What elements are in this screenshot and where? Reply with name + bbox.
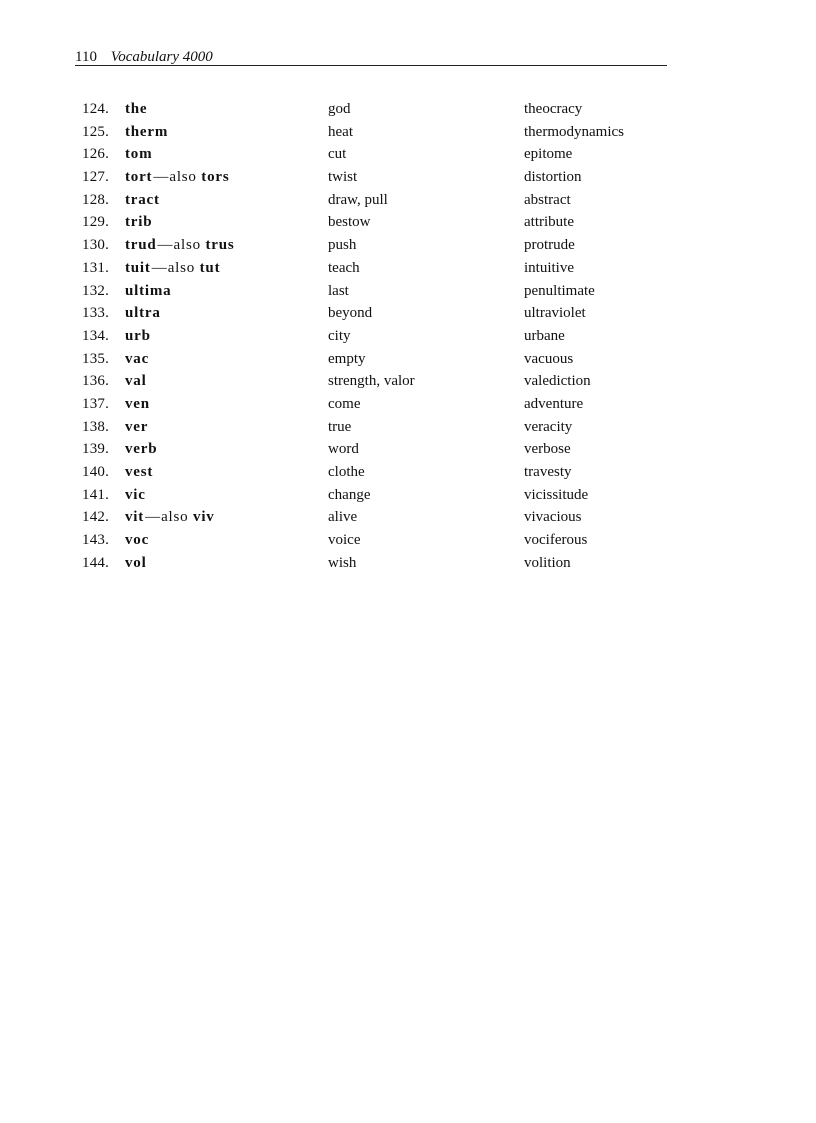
also-label: also — [167, 259, 196, 276]
root-word: trib — [125, 214, 153, 231]
example-word-cell: thermodynamics — [524, 123, 624, 140]
meaning-cell: cut — [328, 146, 347, 163]
table-row — [82, 259, 682, 282]
example-word-cell: attribute — [524, 214, 574, 231]
root-word: ven — [125, 395, 150, 412]
meaning-cell: true — [328, 418, 352, 435]
em-dash: — — [157, 237, 173, 254]
table-row — [82, 327, 682, 350]
entry-number: 129. — [82, 214, 110, 231]
also-label: also — [173, 237, 201, 254]
also-label: also — [161, 509, 189, 526]
entry-number: 138. — [82, 418, 110, 435]
root-word: ultra — [125, 305, 161, 322]
root-word: trud — [125, 237, 157, 254]
entry-number: 140. — [82, 464, 110, 480]
meaning-cell: city — [328, 327, 351, 344]
example-word-cell: penultimate — [524, 282, 595, 299]
root-cell — [125, 440, 157, 458]
root-word: vest — [125, 464, 154, 480]
root-word: verb — [125, 441, 158, 458]
em-dash: — — [145, 509, 161, 526]
root-cell — [125, 508, 215, 526]
table-row — [82, 236, 682, 259]
entry-number: 132. — [82, 282, 110, 299]
meaning-cell: push — [328, 237, 357, 254]
alternate-root-word: trus — [205, 237, 235, 254]
entry-number: 137. — [82, 395, 110, 412]
table-row — [82, 145, 682, 168]
table-row — [82, 395, 682, 418]
entry-number: 142. — [82, 509, 110, 526]
table-row — [82, 418, 682, 441]
table-row — [82, 282, 682, 305]
root-word: tort — [125, 169, 153, 186]
root-cell — [125, 100, 147, 118]
root-word: vit — [125, 509, 145, 526]
example-word-cell: adventure — [524, 395, 584, 412]
table-row — [82, 554, 682, 577]
meaning-cell: last — [328, 282, 349, 299]
meaning-cell: draw, pull — [328, 191, 388, 208]
root-word: tract — [125, 191, 160, 208]
root-cell — [125, 282, 171, 300]
meaning-cell: word — [328, 441, 359, 458]
example-word-cell: distortion — [524, 169, 582, 186]
word-root-table — [82, 100, 682, 576]
example-word-cell: intuitive — [524, 259, 574, 276]
root-cell — [125, 395, 150, 413]
root-word: urb — [125, 327, 151, 344]
example-word-cell: theocracy — [524, 101, 583, 117]
table-row — [82, 168, 682, 191]
root-cell — [125, 168, 230, 186]
root-word: vic — [125, 486, 146, 503]
running-header — [75, 49, 667, 66]
meaning-cell: twist — [328, 169, 358, 186]
root-cell — [125, 327, 151, 345]
meaning-cell: teach — [328, 259, 360, 276]
example-word-cell: vacuous — [524, 350, 574, 367]
root-cell — [125, 531, 149, 549]
root-cell — [125, 372, 147, 390]
em-dash: — — [153, 169, 169, 186]
meaning-cell: god — [328, 101, 351, 117]
entry-number: 133. — [82, 305, 110, 322]
example-word-cell: vicissitude — [524, 486, 589, 503]
root-cell — [125, 123, 168, 141]
entry-number: 128. — [82, 191, 110, 208]
root-word: ultima — [125, 282, 172, 299]
entry-number: 136. — [82, 373, 110, 390]
entry-number: 139. — [82, 441, 110, 458]
root-cell — [125, 213, 152, 231]
meaning-cell: voice — [328, 532, 361, 549]
example-word-cell: valediction — [524, 373, 591, 390]
meaning-cell: bestow — [328, 214, 371, 231]
entry-number: 144. — [82, 554, 110, 571]
entry-number: 127. — [82, 169, 110, 186]
meaning-cell: beyond — [328, 305, 373, 322]
entry-number: 143. — [82, 532, 110, 549]
example-word-cell: travesty — [524, 464, 572, 480]
meaning-cell: empty — [328, 350, 366, 367]
root-word: val — [125, 373, 147, 390]
root-cell — [125, 145, 152, 163]
em-dash: — — [151, 259, 167, 276]
example-word-cell: epitome — [524, 146, 573, 163]
example-word-cell: abstract — [524, 191, 571, 208]
example-word-cell: urbane — [524, 327, 565, 344]
alternate-root-word: tut — [199, 259, 221, 276]
example-word-cell: vociferous — [524, 532, 588, 549]
entry-number: 135. — [82, 350, 110, 367]
meaning-cell: alive — [328, 509, 358, 526]
meaning-cell: clothe — [328, 464, 365, 480]
page-number: 110 — [75, 49, 97, 65]
example-word-cell: protrude — [524, 237, 575, 254]
table-row — [82, 508, 682, 531]
table-row — [82, 372, 682, 395]
meaning-cell: wish — [328, 554, 357, 571]
also-label: also — [169, 169, 197, 186]
root-cell — [125, 486, 146, 504]
table-row — [82, 486, 682, 509]
entry-number: 134. — [82, 327, 110, 344]
entry-number: 126. — [82, 146, 110, 163]
table-row — [82, 350, 682, 373]
root-cell — [125, 259, 220, 277]
root-cell — [125, 236, 235, 254]
alternate-root-word: viv — [193, 509, 215, 526]
alternate-root-word: tors — [201, 169, 230, 186]
book-title: Vocabulary 4000 — [110, 49, 213, 65]
root-cell — [125, 350, 149, 368]
root-word: ver — [125, 418, 149, 435]
root-word: the — [125, 101, 148, 117]
root-word: voc — [125, 532, 150, 549]
table-row — [82, 100, 682, 123]
root-cell — [125, 554, 147, 572]
root-word: vac — [125, 350, 150, 367]
root-word: therm — [125, 123, 169, 140]
example-word-cell: vivacious — [524, 509, 582, 526]
root-word: vol — [125, 554, 147, 571]
table-row — [82, 123, 682, 146]
entry-number: 124. — [82, 101, 110, 117]
meaning-cell: change — [328, 486, 371, 503]
table-row — [82, 463, 682, 486]
table-row — [82, 440, 682, 463]
root-cell — [125, 304, 161, 322]
example-word-cell: volition — [524, 554, 571, 571]
root-word: tom — [125, 146, 153, 163]
table-row — [82, 191, 682, 214]
root-cell — [125, 191, 160, 209]
entry-number: 130. — [82, 237, 110, 254]
table-row — [82, 213, 682, 236]
meaning-cell: come — [328, 395, 361, 412]
table-row — [82, 304, 682, 327]
meaning-cell: heat — [328, 123, 353, 140]
meaning-cell: strength, valor — [328, 373, 415, 390]
entry-number: 131. — [82, 259, 110, 276]
example-word-cell: verbose — [524, 441, 571, 458]
table-row — [82, 531, 682, 554]
root-cell — [125, 418, 148, 436]
root-cell — [125, 463, 153, 481]
entry-number: 125. — [82, 123, 110, 140]
example-word-cell: veracity — [524, 418, 573, 435]
example-word-cell: ultraviolet — [524, 305, 586, 322]
entry-number: 141. — [82, 486, 110, 503]
root-word: tuit — [125, 259, 151, 276]
